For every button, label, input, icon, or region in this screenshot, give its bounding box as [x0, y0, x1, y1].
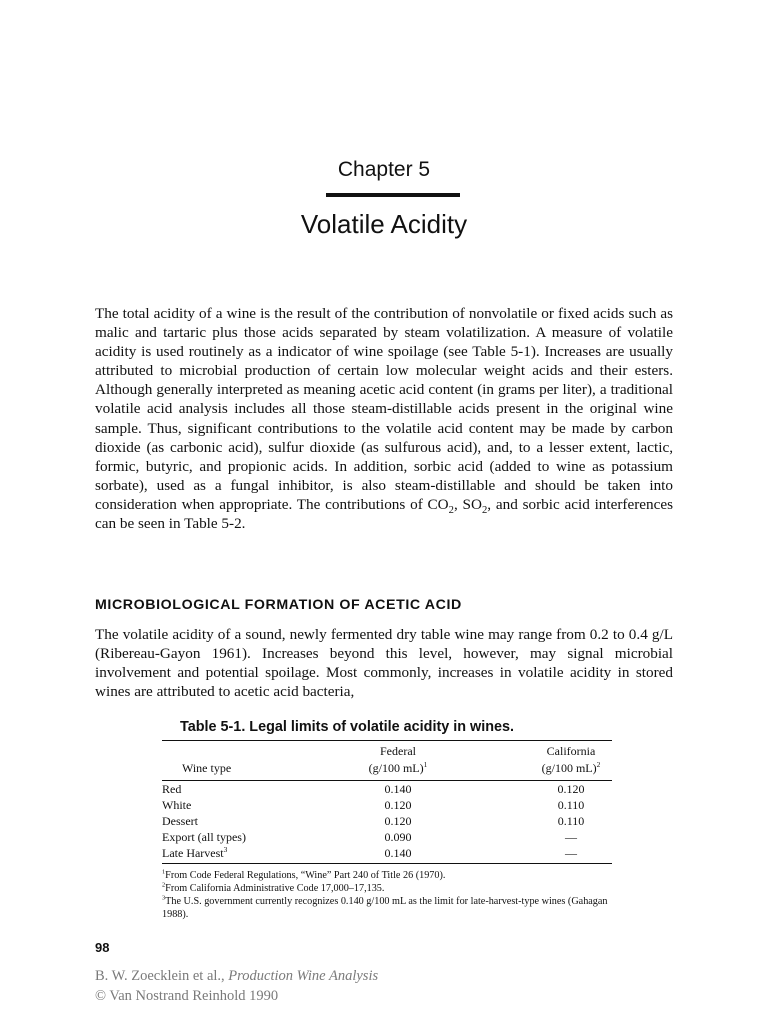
footnote-2-mark: 2	[162, 881, 166, 889]
cell-wine-type: Red	[162, 782, 182, 796]
table-footnotes	[162, 869, 614, 921]
intro-text-3: , and sorbic acid interferences can be seen in Table 5-2.	[95, 495, 673, 533]
footnote-3-text: The U.S. government currently recognizes 0.140 g/100 mL as the limit for late-harvest-type wines (Gahagan 1988).	[162, 896, 608, 920]
table-top-rule	[162, 740, 612, 741]
table-row	[0, 846, 768, 862]
cell-federal: 0.120	[384, 814, 412, 828]
cell-wine-type: Dessert	[162, 814, 198, 828]
header-federal-label: Federal	[380, 744, 416, 758]
cell-wine-type: White	[162, 798, 192, 812]
cell-federal: 0.140	[384, 782, 412, 796]
header-federal-unit-text: (g/100 mL)	[368, 761, 424, 775]
table-caption: Table 5-1. Legal limits of volatile acidity in wines.	[180, 719, 515, 735]
header-wine-type: Wine type	[182, 761, 232, 775]
chapter-rule	[326, 193, 460, 197]
cell-california: 0.110	[557, 798, 585, 812]
intro-text-2: , SO	[453, 495, 482, 513]
section-paragraph: The volatile acidity of a sound, newly fermented dry table wine may range from 0.2 to 0.4 g/L (Ribereau-Gayon 1961). Increases beyond this level, however, may signal microbial involvement and potential spoilage. Most commonly, increases in volatile acidity in stored wines are attributed to acetic acid bacteria,	[95, 626, 673, 701]
footnote-2-text: From California Administrative Code 17,000–17,135.	[165, 883, 385, 894]
cell-federal: 0.090	[384, 830, 412, 844]
chapter-title: Volatile Acidity	[300, 209, 468, 239]
chapter-label: Chapter 5	[337, 158, 431, 181]
table-row	[0, 782, 768, 798]
header-federal-unit	[340, 761, 456, 777]
cell-california: —	[565, 846, 577, 860]
credit-copyright: © Van Nostrand Reinhold 1990	[95, 988, 279, 1004]
footnote-3	[162, 895, 614, 921]
so2-subscript: 2	[481, 504, 488, 516]
cell-federal: 0.140	[384, 846, 412, 860]
footnote-1-mark: 1	[162, 868, 166, 876]
cell-california: 0.110	[557, 814, 585, 828]
table-row	[0, 798, 768, 814]
header-california-unit	[512, 761, 630, 777]
co2-subscript: 2	[448, 504, 454, 516]
footnote-mark-3: 3	[223, 845, 228, 854]
credit-authors: B. W. Zoecklein et al.,	[95, 968, 229, 984]
credit-book-title: Production Wine Analysis	[228, 968, 379, 984]
table-row	[0, 830, 768, 846]
section-heading: MICROBIOLOGICAL FORMATION OF ACETIC ACID	[95, 597, 462, 613]
page-number: 98	[95, 940, 110, 955]
footnote-1	[162, 869, 614, 882]
cell-california: —	[565, 830, 577, 844]
intro-text-1: The total acidity of a wine is the result of the contribution of nonvolatile or fixed acids such as malic and tartaric plus those acids separated by steam volatilization. A measure of volatile acidity is used routinely as a indicator of wine spoilage (see Table 5-1). Increases are usually attributed to microbial production of certain low molecular weight acids and their esters. Although generally interpreted as meaning acetic acid content (in grams per liter), a traditional volatile acid analysis includes all those steam-distillable acids present in the original wine sample. Thus, significant contributions to the volatile acid content may be made by carbon dioxide (as carbonic acid), sulfur dioxide (as sulfurous acid), and, to a lesser extent, lactic, formic, butyric, and propionic acids. In addition, sorbic acid (added to wine as potassium sorbate), used as a fungal inhibitor, is also steam-distillable and should be taken into consideration when appropriate. The contributions of CO	[95, 305, 673, 513]
table-bottom-rule	[162, 863, 612, 864]
credit-authors-line	[95, 967, 378, 985]
footnote-1-text: From Code Federal Regulations, “Wine” Part 240 of Title 26 (1970).	[165, 870, 446, 881]
table-row	[0, 814, 768, 830]
footnote-mark-1: 1	[423, 760, 428, 769]
header-california-label: California	[546, 744, 596, 758]
footnote-3-mark: 3	[162, 894, 166, 902]
table-header-rule	[162, 780, 612, 781]
cell-california: 0.120	[557, 782, 585, 796]
footnote-mark-2: 2	[596, 760, 601, 769]
header-california-unit-text: (g/100 mL)	[541, 761, 597, 775]
intro-paragraph	[95, 304, 673, 533]
cell-federal: 0.120	[384, 798, 412, 812]
cell-wine-type: Export (all types)	[162, 830, 246, 844]
cell-wine-type	[162, 846, 227, 862]
footnote-2	[162, 882, 614, 895]
cell-wine-type-text: Late Harvest	[162, 846, 224, 860]
